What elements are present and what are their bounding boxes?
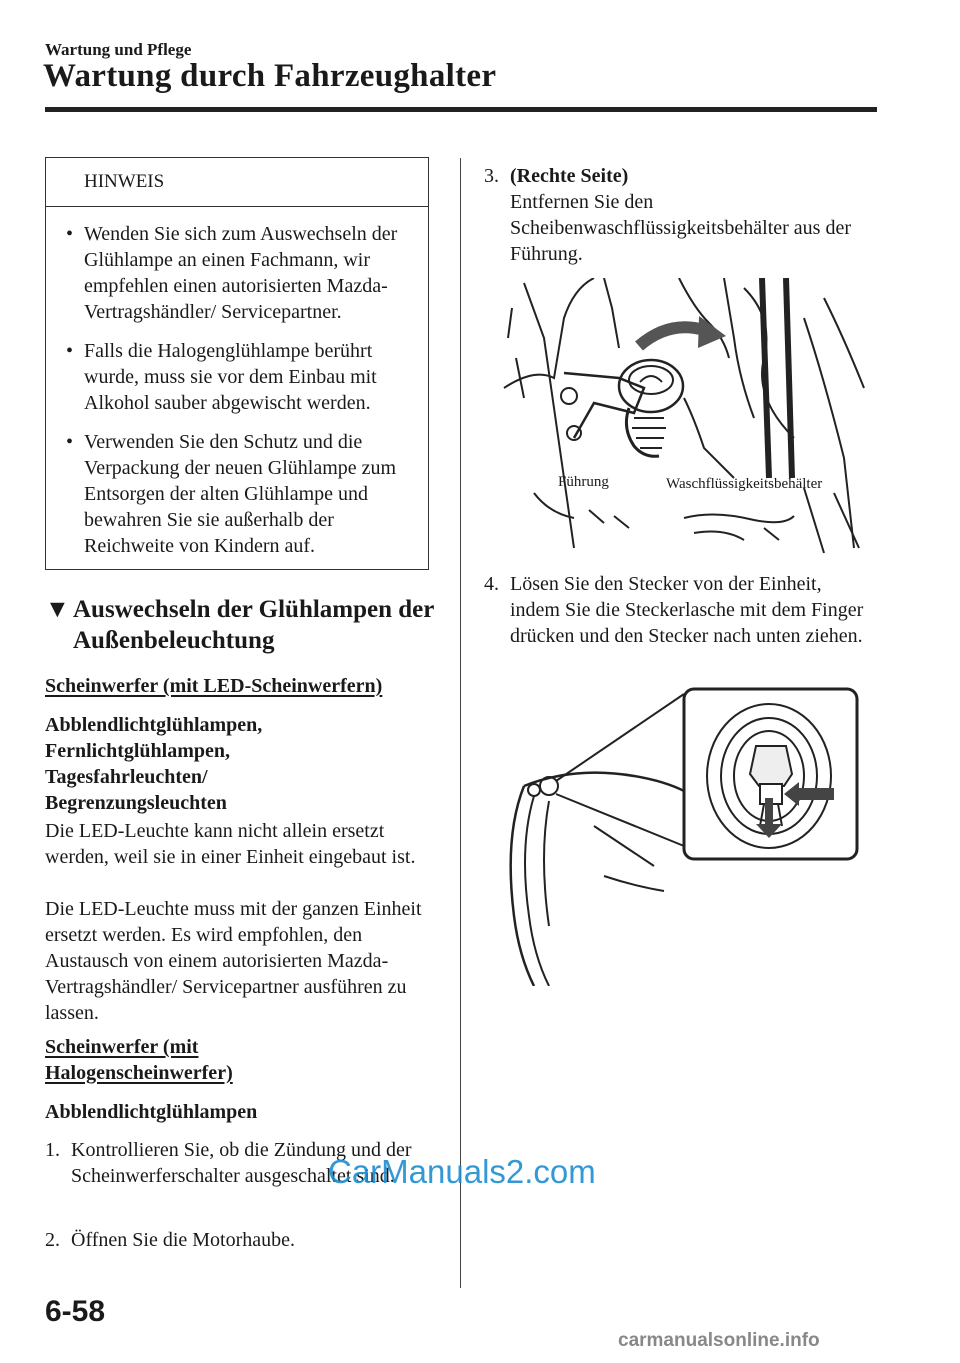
bullet-icon: • (66, 431, 74, 453)
step-4-text: Lösen Sie den Stecker von der Einheit, indem Sie die Steckerlasche mit dem Finger drücken und den Stecker nach unten ziehen. (510, 573, 864, 647)
figure-washer-tank (494, 278, 874, 560)
page-number: 6-58 (45, 1295, 106, 1328)
note-heading: HINWEIS (46, 158, 428, 207)
note-list (46, 207, 428, 559)
step-text: Kontrollieren Sie, ob die Zündung und der Scheinwerferschalter ausgeschaltet sind. (71, 1139, 412, 1187)
figure-connector (494, 686, 864, 986)
note-item (62, 429, 418, 559)
step-3-text: Entfernen Sie den Scheibenwaschflüssigkeitsbehälter aus der Führung. (510, 191, 852, 265)
halogen-subheading-line2: Halogenscheinwerfer) (45, 1062, 233, 1084)
halogen-lamps: Abblendlichtglühlampen (45, 1101, 258, 1123)
title-rule (45, 107, 877, 112)
step-2 (45, 1227, 440, 1253)
section-label: Wartung und Pflege (45, 40, 192, 59)
step-number: 2. (45, 1229, 60, 1251)
connector-illustration (494, 686, 864, 986)
bullet-icon: • (66, 340, 74, 362)
note-box (45, 157, 429, 570)
label-guide: Führung (558, 474, 609, 490)
bullet-icon: • (66, 223, 74, 245)
halogen-subheading-line1: Scheinwerfer (mit (45, 1036, 199, 1058)
page-title: Wartung durch Fahrzeughalter (43, 58, 497, 94)
led-lamps: Abblendlichtglühlampen, Fernlichtglühlampen, Tagesfahrleuchten/ Begrenzungsleuchten (45, 714, 263, 814)
step-number: 3. (484, 165, 499, 187)
washer-tank-illustration (494, 278, 874, 560)
note-item-text: Falls die Halogenglühlampe berührt wurde, muss sie vor dem Einbau mit Alkohol sauber abgewischt werden. (84, 340, 377, 414)
step-number: 4. (484, 573, 499, 595)
column-divider (460, 158, 461, 1288)
step-3 (484, 163, 874, 267)
watermark: CarManuals2.com (328, 1153, 596, 1190)
step-text: Öffnen Sie die Motorhaube. (71, 1229, 296, 1251)
led-text-1: Die LED-Leuchte kann nicht allein ersetzt werden, weil sie in einer Einheit eingebaut ist. (45, 820, 416, 868)
triangle-marker-icon: ▼ (45, 596, 70, 623)
section-heading (45, 594, 445, 656)
led-text-2: Die LED-Leuchte muss mit der ganzen Einheit ersetzt werden. Es wird empfohlen, den Austausch von einem autorisierten Mazda-Vertragshändler/ Servicepartner ausführen zu lassen. (45, 898, 422, 1024)
step-4 (484, 571, 874, 649)
step-3-title: (Rechte Seite) (510, 165, 629, 187)
note-item (62, 338, 418, 416)
led-subheading: Scheinwerfer (mit LED-Scheinwerfern) (45, 675, 383, 697)
note-item-text: Verwenden Sie den Schutz und die Verpackung der neuen Glühlampe zum Entsorgen der alten Glühlampe und bewahren Sie sie außerhalb der Reichweite von Kindern auf. (84, 431, 397, 557)
note-item-text: Wenden Sie sich zum Auswechseln der Glühlampe an einen Fachmann, wir empfehlen einen autorisierten Mazda-Vertragshändler/ Servicepartner. (84, 223, 398, 323)
label-washer-tank: Waschflüssigkeitsbehälter (666, 476, 823, 492)
watermark-secondary: carmanualsonline.info (618, 1330, 820, 1351)
step-number: 1. (45, 1139, 60, 1161)
note-item (62, 221, 418, 325)
section-heading-text: Auswechseln der Glühlampen der Außenbeleuchtung (73, 596, 434, 654)
